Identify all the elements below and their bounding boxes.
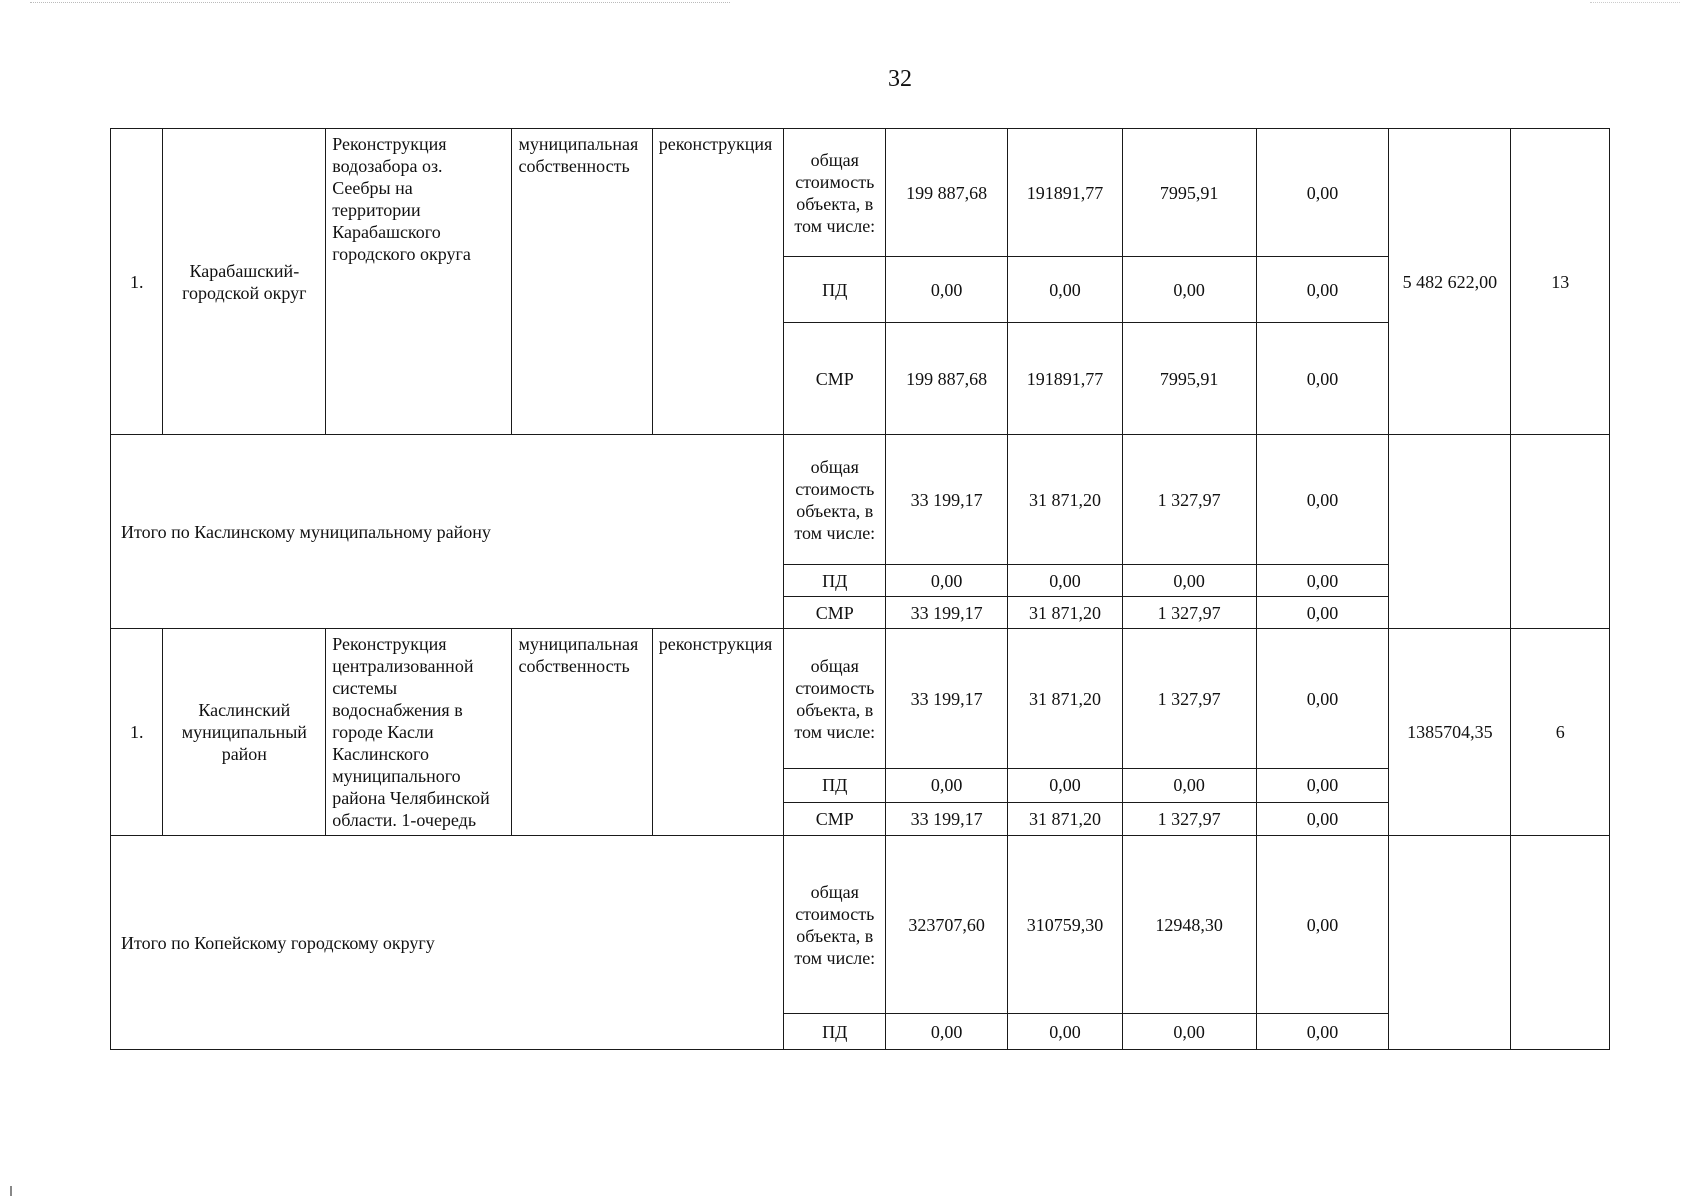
value-cell: 0,00 xyxy=(1122,257,1256,323)
value-cell: 7995,91 xyxy=(1122,323,1256,435)
value-cell: 31 871,20 xyxy=(1008,435,1123,565)
ownership-cell: муниципальная собственность xyxy=(512,629,652,836)
scan-artifact-top-right xyxy=(1590,2,1680,5)
value-cell: 0,00 xyxy=(1122,1014,1256,1050)
value-cell: 0,00 xyxy=(1008,565,1123,597)
value-cell: 0,00 xyxy=(886,769,1008,802)
investment-table xyxy=(110,128,1610,1050)
value-cell: 31 871,20 xyxy=(1008,597,1123,629)
value-cell: 33 199,17 xyxy=(886,597,1008,629)
value-cell: 0,00 xyxy=(886,565,1008,597)
pd-label: ПД xyxy=(784,257,886,323)
empty-cell xyxy=(1389,836,1511,1050)
value-cell: 191891,77 xyxy=(1008,129,1123,257)
ownership-cell: муниципальная собственность xyxy=(512,129,652,435)
value-cell: 0,00 xyxy=(1008,257,1123,323)
value-cell: 0,00 xyxy=(1122,565,1256,597)
object-cell: Реконструкция централизованной системы водоснабжения в городе Касли Каслинского муниципального района Челябинской области. 1-очередь xyxy=(326,629,512,836)
municipality-cell: Каслинский муниципальный район xyxy=(163,629,326,836)
value-cell: 0,00 xyxy=(1256,769,1389,802)
value-cell: 33 199,17 xyxy=(886,802,1008,835)
value-cell: 0,00 xyxy=(1256,802,1389,835)
value-cell: 323707,60 xyxy=(886,836,1008,1014)
table-row xyxy=(111,129,1610,257)
pd-label: ПД xyxy=(784,565,886,597)
row-number: 1. xyxy=(111,129,163,435)
value-cell: 0,00 xyxy=(1256,1014,1389,1050)
value-cell: 0,00 xyxy=(1122,769,1256,802)
empty-cell xyxy=(1511,836,1610,1050)
value-cell: 12948,30 xyxy=(1122,836,1256,1014)
value-cell: 0,00 xyxy=(1256,565,1389,597)
subtotal-label: Итого по Копейскому городскому округу xyxy=(111,836,784,1050)
pd-label: ПД xyxy=(784,769,886,802)
smr-label: СМР xyxy=(784,323,886,435)
scan-artifact-edge xyxy=(10,1186,12,1196)
total-cost-label: общая стоимость объекта, в том числе: xyxy=(784,836,886,1014)
value-cell: 31 871,20 xyxy=(1008,629,1123,769)
total-cost-label: общая стоимость объекта, в том числе: xyxy=(784,129,886,257)
value-cell: 1 327,97 xyxy=(1122,629,1256,769)
total-cost-label: общая стоимость объекта, в том числе: xyxy=(784,629,886,769)
value-cell: 0,00 xyxy=(1256,257,1389,323)
value-cell: 0,00 xyxy=(1256,435,1389,565)
empty-cell xyxy=(1389,435,1511,629)
page-number: 32 xyxy=(888,66,912,92)
empty-cell xyxy=(1511,435,1610,629)
smr-label: СМР xyxy=(784,802,886,835)
value-cell: 33 199,17 xyxy=(886,435,1008,565)
value-cell: 1 327,97 xyxy=(1122,597,1256,629)
value-cell: 199 887,68 xyxy=(886,129,1008,257)
value-cell: 199 887,68 xyxy=(886,323,1008,435)
value-cell: 0,00 xyxy=(1008,1014,1123,1050)
table-row xyxy=(111,836,1610,1014)
scan-artifact-top xyxy=(30,2,730,5)
amount-cell: 1385704,35 xyxy=(1389,629,1511,836)
table-row xyxy=(111,435,1610,565)
value-cell: 0,00 xyxy=(1256,836,1389,1014)
value-cell: 0,00 xyxy=(1256,629,1389,769)
subtotal-label: Итого по Каслинскому муниципальному району xyxy=(111,435,784,629)
value-cell: 0,00 xyxy=(1256,323,1389,435)
row-number: 1. xyxy=(111,629,163,836)
value-cell: 33 199,17 xyxy=(886,629,1008,769)
count-cell: 13 xyxy=(1511,129,1610,435)
object-cell: Реконструкция водозабора оз. Сеебры на территории Карабашского городского округа xyxy=(326,129,512,435)
value-cell: 0,00 xyxy=(1256,129,1389,257)
value-cell: 191891,77 xyxy=(1008,323,1123,435)
value-cell: 0,00 xyxy=(1256,597,1389,629)
work-type-cell: реконструкция xyxy=(652,629,784,836)
amount-cell: 5 482 622,00 xyxy=(1389,129,1511,435)
total-cost-label: общая стоимость объекта, в том числе: xyxy=(784,435,886,565)
value-cell: 1 327,97 xyxy=(1122,435,1256,565)
value-cell: 0,00 xyxy=(886,1014,1008,1050)
work-type-cell: реконструкция xyxy=(652,129,784,435)
value-cell: 7995,91 xyxy=(1122,129,1256,257)
value-cell: 0,00 xyxy=(1008,769,1123,802)
table-row xyxy=(111,629,1610,769)
count-cell: 6 xyxy=(1511,629,1610,836)
municipality-cell: Карабашский-городской округ xyxy=(163,129,326,435)
pd-label: ПД xyxy=(784,1014,886,1050)
value-cell: 31 871,20 xyxy=(1008,802,1123,835)
value-cell: 310759,30 xyxy=(1008,836,1123,1014)
value-cell: 1 327,97 xyxy=(1122,802,1256,835)
value-cell: 0,00 xyxy=(886,257,1008,323)
smr-label: СМР xyxy=(784,597,886,629)
